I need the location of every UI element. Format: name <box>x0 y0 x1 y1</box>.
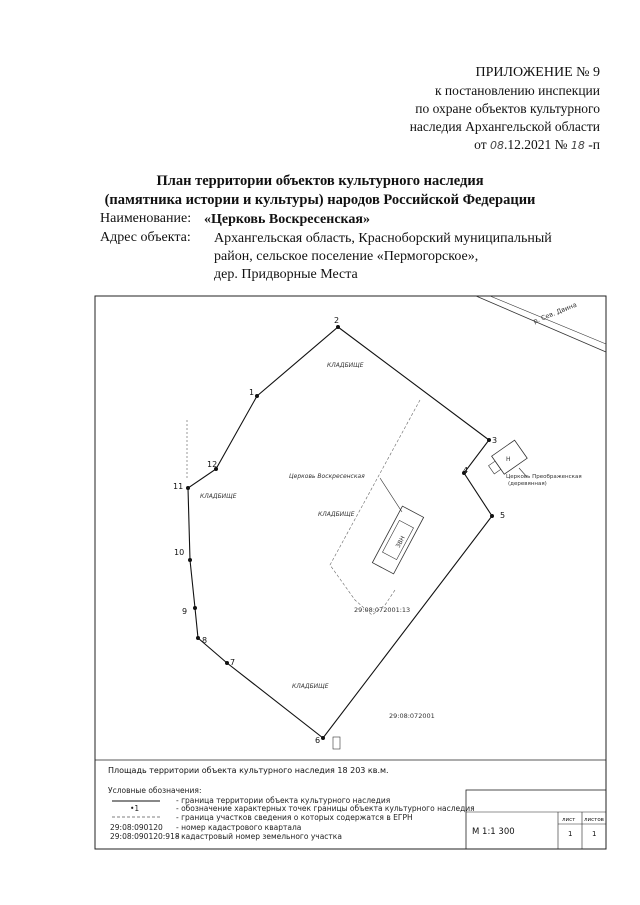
point-label-1: 1 <box>249 388 255 397</box>
point-3 <box>487 438 491 442</box>
scale-text: М 1:1 300 <box>472 827 515 837</box>
building-label: ЗВН <box>394 534 407 550</box>
church-preobrazhenskaya-label-2: (деревянная) <box>508 481 547 487</box>
name-label: Наименование: <box>100 211 192 226</box>
point-5 <box>490 514 494 518</box>
name-value: «Церковь Воскресенская» <box>204 212 370 227</box>
sheets-label: листов <box>584 817 604 823</box>
date-day: 08 <box>490 139 504 152</box>
address-line-2: район, сельское поселение «Пермогорское», <box>214 249 479 264</box>
marker-near-6 <box>333 737 340 749</box>
point-label-7: 7 <box>230 658 236 667</box>
point-label-4: 4 <box>463 466 469 475</box>
legend-text-1: - граница территории объекта культурного наследия <box>176 796 391 805</box>
church-preobrazhenskaya-label-1: Церковь Преображенская <box>506 474 582 480</box>
leader-voskr <box>380 478 402 512</box>
legend-text-3: - граница участков сведения о которых содержатся в ЕГРН <box>176 813 413 822</box>
title-line-2: (памятника истории и культуры) народов Российской Федерации <box>104 192 536 208</box>
address-line-3: дер. Придворные Места <box>214 267 358 282</box>
point-label-3: 3 <box>492 436 498 445</box>
point-label-9: 9 <box>182 607 188 616</box>
appendix-line-2: по охране объектов культурного <box>415 101 600 116</box>
point-label-2: 2 <box>334 316 340 325</box>
point-label-8: 8 <box>202 636 208 645</box>
appendix-line-3: наследия Архангельской области <box>409 119 600 134</box>
point-label-6: 6 <box>315 736 321 745</box>
legend-text-5: - кадастровый номер земельного участка <box>176 832 342 841</box>
church-voskresenskaya-label: Церковь Воскресенская <box>289 473 365 480</box>
n-label: Н <box>506 456 511 463</box>
point-label-12: 12 <box>207 460 218 469</box>
parcel-boundary <box>330 400 420 615</box>
sheets-value: 1 <box>592 830 597 838</box>
decree-suffix: -п <box>588 137 600 152</box>
address-line-1: Архангельская область, Красноборский муниципальный <box>214 231 552 246</box>
point-9 <box>193 606 197 610</box>
date-rest: .12.2021 № <box>504 137 568 152</box>
legend-text-4: - номер кадастрового квартала <box>176 823 302 832</box>
address-label: Адрес объекта: <box>100 230 191 245</box>
point-label-11: 11 <box>173 482 184 491</box>
appendix-number: ПРИЛОЖЕНИЕ № 9 <box>475 65 600 80</box>
point-2 <box>336 325 340 329</box>
point-1 <box>255 394 259 398</box>
parcel-kadastr-label: 29:08:072001:13 <box>354 606 411 614</box>
road-label: р. Сев. Двина <box>532 300 578 326</box>
point-7 <box>225 661 229 665</box>
sheet-value: 1 <box>568 830 573 838</box>
boundary-points <box>186 325 494 740</box>
sheet-label: лист <box>562 817 576 823</box>
legend-symbol-4: 29:08:090120 <box>110 823 163 832</box>
appendix-line-1: к постановлению инспекции <box>435 83 600 98</box>
title-line-1: План территории объектов культурного наследия <box>156 173 484 189</box>
cemetery-label-middle: КЛАДБИЩЕ <box>318 511 355 518</box>
cemetery-label-bottom: КЛАДБИЩЕ <box>292 683 329 690</box>
road-line-1 <box>476 296 606 352</box>
point-6 <box>321 736 325 740</box>
heritage-boundary <box>188 327 492 738</box>
legend-symbol-2: •1 <box>130 804 140 813</box>
point-10 <box>188 558 192 562</box>
block-kadastr-label: 29:08:072001 <box>389 712 435 720</box>
date-prefix: от <box>474 137 487 152</box>
legend-symbol-5: 29:08:090120:918 <box>110 832 180 841</box>
point-11 <box>186 486 190 490</box>
legend-title: Условные обозначения: <box>108 786 202 795</box>
area-text: Площадь территории объекта культурного наследия 18 203 кв.м. <box>108 766 389 775</box>
cemetery-label-top: КЛАДБИЩЕ <box>327 362 364 369</box>
point-label-5: 5 <box>500 511 506 520</box>
legend-text-2: - обозначение характерных точек границы объекта культурного наследия <box>176 804 475 813</box>
point-label-10: 10 <box>174 548 185 557</box>
decree-number: 18 <box>570 139 585 152</box>
point-8 <box>196 636 200 640</box>
cemetery-label-left: КЛАДБИЩЕ <box>200 493 237 500</box>
